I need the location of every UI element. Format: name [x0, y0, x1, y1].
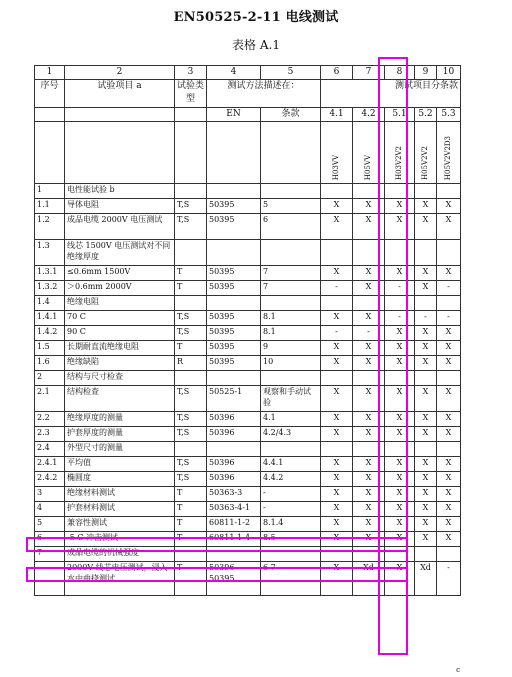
clause: 8.1 — [261, 311, 321, 326]
result-cell — [415, 184, 437, 199]
table-row — [35, 487, 461, 502]
result-cell — [353, 184, 385, 199]
test-type — [175, 442, 207, 457]
result-cell: X — [353, 266, 385, 281]
result-cell — [437, 442, 461, 457]
result-cell: X — [385, 517, 415, 532]
col-number: 5 — [261, 66, 321, 80]
table-row — [35, 296, 461, 311]
table-row — [35, 442, 461, 457]
clause: 6 7 — [261, 562, 321, 596]
result-cell: X — [321, 502, 353, 517]
clause — [261, 184, 321, 199]
result-cell — [415, 371, 437, 386]
clause — [261, 547, 321, 562]
table-row — [35, 532, 461, 547]
result-cell: X — [321, 311, 353, 326]
result-cell: X — [321, 562, 353, 596]
test-item: 2000V 线芯电压测试，浸入水中曲挠测试 — [65, 562, 175, 596]
test-item: 平均值 — [65, 457, 175, 472]
result-cell — [415, 296, 437, 311]
table-row — [35, 199, 461, 214]
result-cell: X — [437, 266, 461, 281]
result-cell: Xd — [415, 562, 437, 596]
result-cell: X — [415, 517, 437, 532]
clause: 10 — [261, 356, 321, 371]
test-type: T — [175, 562, 207, 596]
row-number: 2.3 — [35, 427, 65, 442]
result-cell: X — [385, 326, 415, 341]
en-standard: 50396 — [207, 412, 261, 427]
result-cell: X — [437, 502, 461, 517]
table-row — [35, 326, 461, 341]
result-cell: X — [385, 562, 415, 596]
col-number: 9 — [415, 66, 437, 80]
clause: 8.1.4 — [261, 517, 321, 532]
result-cell — [385, 240, 415, 266]
test-type: T,S — [175, 199, 207, 214]
test-type: T,S — [175, 412, 207, 427]
clause: 9 — [261, 341, 321, 356]
test-item: 绝缘缺陷 — [65, 356, 175, 371]
en-standard: 50396 — [207, 427, 261, 442]
clause: 5 — [261, 199, 321, 214]
test-item: ≤0.6mm 1500V — [65, 266, 175, 281]
result-cell — [353, 240, 385, 266]
clause: 观察和手动试验 — [261, 386, 321, 412]
result-cell: X — [437, 326, 461, 341]
result-cell: X — [321, 386, 353, 412]
en-standard: 50395 — [207, 326, 261, 341]
result-cell: - — [321, 326, 353, 341]
result-cell — [353, 296, 385, 311]
row-number: 2.4.2 — [35, 472, 65, 487]
test-type: T — [175, 502, 207, 517]
subclause: 4.1 — [321, 108, 353, 122]
result-cell: X — [385, 266, 415, 281]
test-item: 结构检查 — [65, 386, 175, 412]
test-type — [175, 240, 207, 266]
en-standard: 50395 — [207, 356, 261, 371]
header-clause: 条款 — [261, 108, 321, 122]
result-cell: X — [385, 412, 415, 427]
test-type: T,S — [175, 311, 207, 326]
code-row — [35, 122, 461, 184]
header-row — [35, 80, 461, 108]
result-cell — [321, 296, 353, 311]
table-row — [35, 457, 461, 472]
row-number: 2.4.1 — [35, 457, 65, 472]
header-item: 试验项目 a — [65, 80, 175, 108]
test-type: T — [175, 281, 207, 296]
result-cell: X — [353, 457, 385, 472]
cable-code: H05V2V2 — [421, 145, 429, 180]
clause: 4.1 — [261, 412, 321, 427]
result-cell — [321, 442, 353, 457]
en-standard: 50363-3 — [207, 487, 261, 502]
result-cell: X — [353, 472, 385, 487]
clause — [261, 296, 321, 311]
row-number: 1 — [35, 184, 65, 199]
result-cell: X — [385, 472, 415, 487]
row-number: 2 — [35, 371, 65, 386]
col-number: 6 — [321, 66, 353, 80]
result-cell: - — [415, 311, 437, 326]
row-number: 1.1 — [35, 199, 65, 214]
result-cell: X — [415, 502, 437, 517]
result-cell — [385, 442, 415, 457]
table-row — [35, 562, 461, 596]
result-cell — [321, 184, 353, 199]
table-caption: 表格 A.1 — [232, 38, 280, 52]
row-number: 1.4.2 — [35, 326, 65, 341]
clause: 6 — [261, 214, 321, 240]
cable-code: H03VV — [332, 154, 340, 180]
result-cell: X — [353, 502, 385, 517]
result-cell: - — [385, 281, 415, 296]
result-cell: X — [437, 214, 461, 240]
result-cell: X — [385, 199, 415, 214]
result-cell: X — [385, 341, 415, 356]
result-cell — [385, 296, 415, 311]
row-number: 5 — [35, 517, 65, 532]
col-number: 7 — [353, 66, 385, 80]
result-cell: X — [415, 281, 437, 296]
test-type: T,S — [175, 326, 207, 341]
row-number: 2.4 — [35, 442, 65, 457]
table-row — [35, 427, 461, 442]
row-number: 6 — [35, 532, 65, 547]
clause — [261, 371, 321, 386]
result-cell: X — [321, 356, 353, 371]
result-cell — [353, 442, 385, 457]
result-cell: X — [437, 199, 461, 214]
result-cell: X — [415, 266, 437, 281]
col-number: 2 — [65, 66, 175, 80]
result-cell: X — [415, 472, 437, 487]
en-standard: 50395 — [207, 214, 261, 240]
result-cell: X — [353, 214, 385, 240]
en-standard: 50396 50395 — [207, 562, 261, 596]
result-cell — [321, 240, 353, 266]
result-cell: X — [385, 532, 415, 547]
result-cell: X — [321, 341, 353, 356]
result-cell: X — [321, 412, 353, 427]
subclause: 5.2 — [415, 108, 437, 122]
table-row — [35, 386, 461, 412]
result-cell: X — [321, 487, 353, 502]
en-standard: 50395 — [207, 281, 261, 296]
result-cell: X — [353, 199, 385, 214]
result-cell: X — [321, 214, 353, 240]
result-cell: X — [437, 386, 461, 412]
result-cell: X — [437, 427, 461, 442]
result-cell — [415, 240, 437, 266]
row-number: 1.4.1 — [35, 311, 65, 326]
en-standard — [207, 442, 261, 457]
result-cell: X — [437, 341, 461, 356]
test-item: 长期耐直流绝缘电阻 — [65, 341, 175, 356]
table-row — [35, 502, 461, 517]
test-table — [34, 65, 461, 596]
table-row — [35, 311, 461, 326]
subclause: 5.3 — [437, 108, 461, 122]
column-number-row — [35, 66, 461, 80]
test-item: 绝缘电阻 — [65, 296, 175, 311]
clause: 4.2/4.3 — [261, 427, 321, 442]
result-cell: X — [415, 326, 437, 341]
result-cell — [321, 371, 353, 386]
test-type — [175, 547, 207, 562]
table-row — [35, 214, 461, 240]
en-standard: 50395 — [207, 341, 261, 356]
result-cell: X — [437, 517, 461, 532]
clause: - — [261, 502, 321, 517]
en-standard — [207, 296, 261, 311]
result-cell: X — [437, 412, 461, 427]
test-item: 外型尺寸的测量 — [65, 442, 175, 457]
table-row — [35, 266, 461, 281]
test-type: T,S — [175, 427, 207, 442]
result-cell: X — [437, 356, 461, 371]
result-cell: X — [321, 427, 353, 442]
test-item: 绝缘材料测试 — [65, 487, 175, 502]
result-cell: - — [385, 311, 415, 326]
clause: - — [261, 487, 321, 502]
test-type: T,S — [175, 214, 207, 240]
en-standard: 60811-1-4 — [207, 532, 261, 547]
row-number: 1.6 — [35, 356, 65, 371]
subheader-row — [35, 108, 461, 122]
test-item: 70 C — [65, 311, 175, 326]
result-cell: X — [415, 386, 437, 412]
result-cell — [415, 547, 437, 562]
result-cell: - — [321, 281, 353, 296]
result-cell — [437, 240, 461, 266]
en-standard: 50395 — [207, 199, 261, 214]
header-method: 测试方法描述在： — [207, 80, 321, 108]
result-cell: X — [415, 412, 437, 427]
result-cell — [437, 184, 461, 199]
test-item: 成品电缆 2000V 电压测试 — [65, 214, 175, 240]
row-number: 1.4 — [35, 296, 65, 311]
test-type: R — [175, 356, 207, 371]
result-cell: X — [353, 356, 385, 371]
test-type: T,S — [175, 472, 207, 487]
table-row — [35, 184, 461, 199]
test-type: T — [175, 517, 207, 532]
col-number: 1 — [35, 66, 65, 80]
table-row — [35, 371, 461, 386]
result-cell: X — [385, 214, 415, 240]
result-cell: X — [385, 356, 415, 371]
result-cell — [385, 184, 415, 199]
result-cell: X — [385, 502, 415, 517]
test-type: T — [175, 532, 207, 547]
result-cell: X — [321, 472, 353, 487]
row-number: 1.3 — [35, 240, 65, 266]
row-number: 7 — [35, 547, 65, 562]
result-cell: X — [415, 457, 437, 472]
row-number: 4 — [35, 502, 65, 517]
col-number: 10 — [437, 66, 461, 80]
table-row — [35, 240, 461, 266]
test-item: 成品电缆的机械强度 — [65, 547, 175, 562]
row-number — [35, 562, 65, 596]
result-cell: X — [415, 214, 437, 240]
result-cell — [385, 547, 415, 562]
col-number: 4 — [207, 66, 261, 80]
result-cell: X — [415, 199, 437, 214]
result-cell — [437, 547, 461, 562]
clause: 4.4.2 — [261, 472, 321, 487]
result-cell: X — [415, 341, 437, 356]
table-row — [35, 547, 461, 562]
en-standard — [207, 547, 261, 562]
result-cell: X — [385, 386, 415, 412]
test-item: 导体电阻 — [65, 199, 175, 214]
subclause: 4.2 — [353, 108, 385, 122]
test-item: -5 C 冲击测试 — [65, 532, 175, 547]
result-cell — [437, 371, 461, 386]
table-row — [35, 517, 461, 532]
result-cell — [415, 442, 437, 457]
en-standard: 50363-4-1 — [207, 502, 261, 517]
en-standard: 50396 — [207, 472, 261, 487]
clause: 4.4.1 — [261, 457, 321, 472]
result-cell: X — [353, 487, 385, 502]
page-title: EN50525-2-11 电线测试 — [173, 10, 339, 25]
test-type — [175, 371, 207, 386]
en-standard: 60811-1-2 — [207, 517, 261, 532]
test-item: ＞0.6mm 2000V — [65, 281, 175, 296]
test-item: 兼容性测试 — [65, 517, 175, 532]
clause: 8.1 — [261, 326, 321, 341]
result-cell: X — [437, 532, 461, 547]
result-cell: X — [321, 199, 353, 214]
result-cell: X — [353, 386, 385, 412]
table-row — [35, 472, 461, 487]
en-standard: 50525-1 — [207, 386, 261, 412]
clause — [261, 240, 321, 266]
result-cell: X — [353, 532, 385, 547]
test-type: T — [175, 341, 207, 356]
result-cell: X — [415, 487, 437, 502]
result-cell: - — [437, 281, 461, 296]
col-number: 8 — [385, 66, 415, 80]
header-seq: 序号 — [35, 80, 65, 108]
test-item: 90 C — [65, 326, 175, 341]
result-cell: X — [385, 457, 415, 472]
result-cell — [353, 371, 385, 386]
table-row — [35, 356, 461, 371]
result-cell: X — [437, 472, 461, 487]
footnote-mark: c — [456, 666, 460, 674]
result-cell: X — [321, 517, 353, 532]
result-cell: X — [353, 517, 385, 532]
clause: 7 — [261, 281, 321, 296]
col-number: 3 — [175, 66, 207, 80]
subclause: 5.1 — [385, 108, 415, 122]
row-number: 2.2 — [35, 412, 65, 427]
test-type: T — [175, 266, 207, 281]
result-cell: - — [437, 311, 461, 326]
test-type — [175, 184, 207, 199]
test-item: 护套材料测试 — [65, 502, 175, 517]
cable-code: H05VV — [364, 154, 372, 180]
table-row — [35, 341, 461, 356]
test-item: 电性能试验 b — [65, 184, 175, 199]
row-number: 1.2 — [35, 214, 65, 240]
test-item: 护套厚度的测量 — [65, 427, 175, 442]
test-type: T — [175, 487, 207, 502]
result-cell: Xd — [353, 562, 385, 596]
clause: 7 — [261, 266, 321, 281]
result-cell: X — [415, 427, 437, 442]
result-cell: X — [321, 457, 353, 472]
en-standard: 50396 — [207, 457, 261, 472]
result-cell — [385, 371, 415, 386]
result-cell: X — [353, 281, 385, 296]
row-number: 1.5 — [35, 341, 65, 356]
table-row — [35, 281, 461, 296]
result-cell: X — [321, 532, 353, 547]
row-number: 1.3.1 — [35, 266, 65, 281]
result-cell: X — [437, 487, 461, 502]
result-cell: X — [353, 412, 385, 427]
cable-code: H05V2V2D3 — [444, 135, 452, 180]
test-type: T,S — [175, 386, 207, 412]
result-cell — [321, 547, 353, 562]
header-type: 试验类型 — [175, 80, 207, 108]
row-number: 2.1 — [35, 386, 65, 412]
test-item: 绝缘厚度的测量 — [65, 412, 175, 427]
row-number: 3 — [35, 487, 65, 502]
clause: 8.5 — [261, 532, 321, 547]
result-cell: X — [385, 487, 415, 502]
en-standard — [207, 371, 261, 386]
result-cell: X — [353, 427, 385, 442]
result-cell: - — [353, 326, 385, 341]
header-en: EN — [207, 108, 261, 122]
result-cell: X — [353, 341, 385, 356]
result-cell: X — [385, 427, 415, 442]
test-item: 线芯 1500V 电压测试对不同绝缘厚度 — [65, 240, 175, 266]
test-item: 椭圆度 — [65, 472, 175, 487]
en-standard — [207, 184, 261, 199]
en-standard: 50395 — [207, 311, 261, 326]
result-cell — [353, 547, 385, 562]
clause — [261, 442, 321, 457]
header-project: 测试项目分条款 — [321, 80, 461, 108]
result-cell: X — [437, 457, 461, 472]
test-type: T,S — [175, 457, 207, 472]
result-cell: X — [415, 532, 437, 547]
result-cell: - — [437, 562, 461, 596]
result-cell — [437, 296, 461, 311]
result-cell: X — [353, 311, 385, 326]
table-row — [35, 412, 461, 427]
row-number: 1.3.2 — [35, 281, 65, 296]
cable-code: H03V2V2 — [395, 145, 403, 180]
test-type — [175, 296, 207, 311]
result-cell: X — [415, 356, 437, 371]
test-item: 结构与尺寸检查 — [65, 371, 175, 386]
en-standard: 50395 — [207, 266, 261, 281]
en-standard — [207, 240, 261, 266]
result-cell: X — [321, 266, 353, 281]
